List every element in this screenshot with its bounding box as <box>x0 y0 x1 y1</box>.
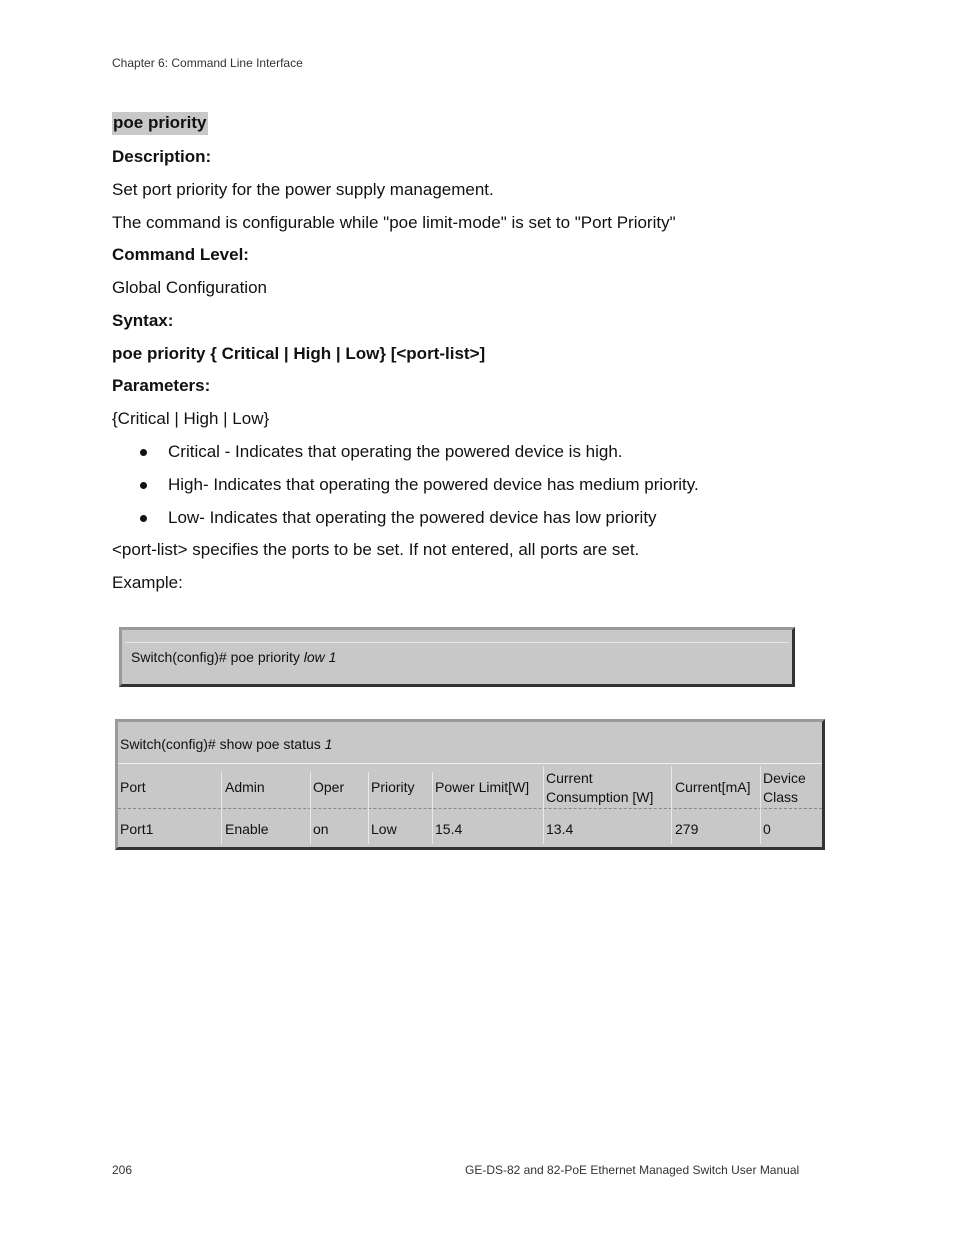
table-cell-current: 279 <box>675 821 699 837</box>
table-cell-oper: on <box>313 821 329 837</box>
column-header-priority: Priority <box>371 779 415 795</box>
example-heading: Example: <box>112 573 183 592</box>
bullet-dot-icon <box>140 515 147 522</box>
example-command-line <box>131 649 336 665</box>
syntax-value: poe priority { Critical | High | Low} [<port-list>] <box>112 344 486 363</box>
output-command-line <box>120 736 332 752</box>
column-separator <box>671 766 672 844</box>
parameter-bullet-list <box>140 442 699 541</box>
command-prompt: Switch(config)# poe priority <box>131 649 304 665</box>
parameters-heading: Parameters: <box>112 376 211 395</box>
bullet-item-high <box>140 475 699 508</box>
column-header-device-class <box>763 769 806 807</box>
header-line: Device <box>763 770 806 786</box>
example-command-box <box>119 627 795 687</box>
command-title: poe priority <box>112 112 208 135</box>
column-header-admin: Admin <box>225 779 265 795</box>
description-line-1: Set port priority for the power supply management. <box>112 180 494 199</box>
description-heading: Description: <box>112 147 212 166</box>
bullet-dot-icon <box>140 482 147 489</box>
column-separator <box>221 772 222 844</box>
column-separator <box>368 772 369 844</box>
column-separator <box>760 766 761 844</box>
bullet-text: High- Indicates that operating the powered device has medium priority. <box>168 475 699 494</box>
row-divider <box>118 808 822 809</box>
parameter-name: {Critical | High | Low} <box>112 409 270 428</box>
column-header-oper: Oper <box>313 779 345 795</box>
table-cell-admin: Enable <box>225 821 269 837</box>
command-args: low 1 <box>303 649 337 665</box>
command-level-value: Global Configuration <box>112 278 267 297</box>
page-number: 206 <box>112 1163 133 1177</box>
manual-title: GE-DS-82 and 82-PoE Ethernet Managed Switch User Manual <box>465 1163 800 1177</box>
column-header-port: Port <box>120 779 146 795</box>
syntax-heading: Syntax: <box>112 311 174 330</box>
header-line: Class <box>763 789 799 805</box>
table-cell-device-class: 0 <box>763 821 771 837</box>
column-separator <box>310 772 311 844</box>
bullet-item-low <box>140 508 699 541</box>
bullet-text: Low- Indicates that operating the powered device has low priority <box>168 508 657 527</box>
bullet-text: Critical - Indicates that operating the powered device is high. <box>168 442 623 461</box>
bullet-dot-icon <box>140 449 147 456</box>
description-line-2: The command is configurable while "poe limit-mode" is set to "Port Priority" <box>112 213 676 232</box>
table-cell-power-limit: 15.4 <box>435 821 463 837</box>
header-divider <box>118 763 822 764</box>
header-line: Consumption [W] <box>546 789 654 805</box>
table-cell-port: Port1 <box>120 821 154 837</box>
port-list-note: <port-list> specifies the ports to be set. If not entered, all ports are set. <box>112 540 640 559</box>
chapter-header: Chapter 6: Command Line Interface <box>112 56 303 70</box>
command-prompt: Switch(config)# show poe status <box>120 736 325 752</box>
column-header-power-limit: Power Limit[W] <box>435 779 530 795</box>
column-header-current: Current[mA] <box>675 779 751 795</box>
bullet-item-critical <box>140 442 699 475</box>
table-cell-consumption: 13.4 <box>546 821 574 837</box>
example-output-box <box>115 719 825 850</box>
command-level-heading: Command Level: <box>112 245 249 264</box>
command-args: 1 <box>324 736 333 752</box>
header-line: Current <box>546 770 593 786</box>
column-separator <box>543 766 544 844</box>
column-header-consumption <box>546 769 653 807</box>
column-separator <box>432 772 433 844</box>
table-cell-priority: Low <box>371 821 397 837</box>
